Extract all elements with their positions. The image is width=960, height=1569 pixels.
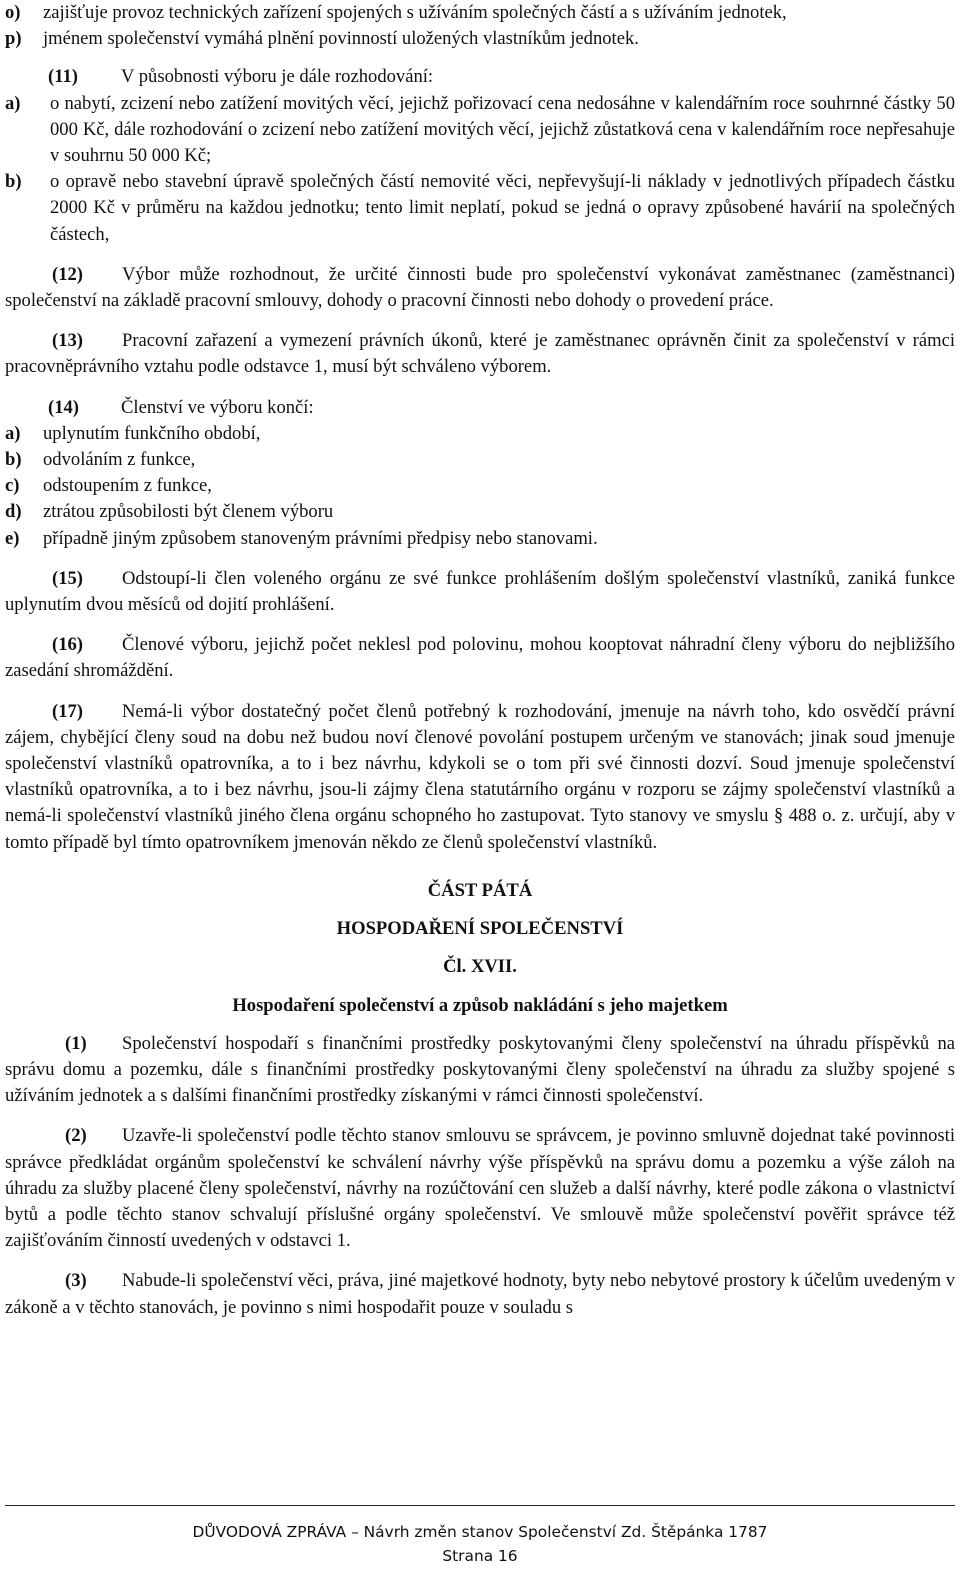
list-text: odstoupením z funkce,	[43, 475, 212, 497]
paragraph-15	[5, 566, 955, 618]
list-label: o)	[5, 2, 21, 23]
list-text: případně jiným způsobem stanoveným právními předpisy nebo stanovami.	[43, 527, 598, 549]
list-item	[5, 91, 955, 170]
list-text: uplynutím funkčního období,	[43, 422, 261, 444]
article-paragraph-3	[5, 1268, 955, 1320]
list-text: odvoláním z funkce,	[43, 449, 196, 471]
article-number: Čl. XVII.	[443, 956, 517, 978]
paragraph-number: (17)	[52, 700, 83, 722]
paragraph-number: (14)	[48, 396, 79, 418]
paragraph-text: Členství ve výboru končí:	[121, 396, 314, 418]
paragraph-number: (12)	[52, 263, 83, 285]
article-title: Hospodaření společenství a způsob nakládání s jeho majetkem	[232, 994, 728, 1016]
paragraph-text: Členové výboru, jejichž počet neklesl pod polovinu, mohou kooptovat náhradní členy výboru do nejbližšího zasedání shromáždění.	[5, 634, 955, 682]
footer-title: DŮVODOVÁ ZPRÁVA – Návrh změn stanov Společenství Zd. Štěpánka 1787	[192, 1523, 768, 1541]
list-text: o nabytí, zcizení nebo zatížení movitých věcí, jejichž pořizovací cena nedosáhne v kalendářním roce souhrnné částky 50 000 Kč, dále rozhodování o zcizení nebo zatížení movitých věcí, jejichž zůstatková cena v kalendářním roce nepřesahuje v souhrnu 50 000 Kč;	[50, 92, 955, 167]
paragraph-16	[5, 632, 955, 684]
list-label: e)	[5, 527, 20, 549]
list-label: b)	[5, 449, 22, 471]
list-item	[5, 447, 955, 473]
paragraph-14	[5, 395, 955, 421]
paragraph-number: (13)	[52, 330, 83, 352]
list-text: jménem společenství vymáhá plnění povinností uložených vlastníkům jednotek.	[43, 28, 639, 50]
paragraph-text: Uzavře-li společenství podle těchto stanov smlouvu se správcem, je povinno smluvně dojednat také povinnosti správce předkládat orgánům společenství ke schválení návrhy výše příspěvků na správu domu a pozemku a výše záloh na úhradu za služby placené členy společenství, návrhy na rozúčtování cen služeb a další návrhy, které podle zákona o vlastnictví bytů a podle těchto stanov schvalují příslušné orgány společenství. Ve smlouvě může společenství pověřit správce též zajišťováním činností uvedených v odstavci 1.	[5, 1125, 955, 1252]
article-paragraph-1	[5, 1031, 955, 1110]
paragraph-text: Pracovní zařazení a vymezení právních úkonů, které je zaměstnanec oprávněn činit za společenství v rámci pracovněprávního vztahu podle odstavce 1, musí být schváleno výborem.	[5, 330, 955, 378]
paragraph-11	[5, 64, 955, 90]
paragraph-number: (3)	[65, 1270, 87, 1292]
paragraph-number: (2)	[65, 1125, 87, 1147]
paragraph-text: Výbor může rozhodnout, že určité činnosti bude pro společenství vykonávat zaměstnanec (zaměstnanci) společenství na základě pracovní smlouvy, dohody o pracovní činnosti nebo dohody o provedení práce.	[5, 263, 955, 312]
paragraph-text: Společenství hospodaří s finančními prostředky poskytovanými členy společenství na úhradu příspěvků na správu domu a pozemku, dále s finančními prostředky poskytovanými členy společenství na úhradu za služby spojené s užíváním jednotek a s dalšími finančními prostředky získanými v rámci činnosti společenství.	[5, 1032, 955, 1107]
list-item	[5, 26, 955, 52]
list-item	[5, 499, 955, 525]
paragraph-number: (15)	[52, 567, 83, 589]
part-title: ČÁST PÁTÁ	[427, 879, 533, 901]
list-label: a)	[5, 422, 21, 444]
list-label: d)	[5, 501, 22, 523]
list-text: ztrátou způsobilosti být členem výboru	[43, 501, 334, 523]
list-label: b)	[5, 171, 22, 193]
list-item	[5, 473, 955, 499]
paragraph-text: Nemá-li výbor dostatečný počet členů potřebný k rozhodování, jmenuje na návrh toho, kdo osvědčí právní zájem, chybějící členy soud na dobu než budou noví členové povolání postupem určeným ve stanovách; jinak soud jmenuje společenství vlastníků opatrovníka, a to i bez návrhu, kdykoli se o tom při své činnosti dozví. Soud jmenuje společenství vlastníků opatrovníka, a to i bez návrhu, jsou-li zájmy člena statutárního orgánu v rozporu se zájmy společenství vlastníků a nemá-li společenství vlastníků jiného člena orgánu schopného ho zastupovat. Tyto stanovy ve smyslu § 488 o. z. určují, aby v tomto případě byl tímto opatrovníkem jmenován někdo ze členů společenství vlastníků.	[5, 700, 955, 853]
paragraph-13	[5, 328, 955, 380]
part-subtitle: HOSPODAŘENÍ SPOLEČENSTVÍ	[336, 918, 624, 940]
paragraph-text: Odstoupí-li člen voleného orgánu ze své funkce prohlášením došlým společenství vlastníků, zaniká funkce uplynutím dvou měsíců od dojití prohlášení.	[5, 567, 955, 616]
list-label: p)	[5, 28, 22, 50]
list-item	[5, 0, 955, 26]
list-text: o opravě nebo stavební úpravě společných částí nemovité věci, nepřevyšují-li náklady v jednotlivých případech částku 2000 Kč v průměru na každou jednotku; tento limit neplatí, pokud se jedná o opravy způsobené havárií na společných částech,	[50, 171, 955, 245]
list-item	[5, 526, 955, 552]
paragraph-number: (16)	[52, 634, 83, 656]
paragraph-12	[5, 262, 955, 314]
list-item	[5, 169, 955, 248]
document-page	[5, 0, 955, 1321]
paragraph-text: V působnosti výboru je dále rozhodování:	[121, 66, 434, 88]
paragraph-number: (11)	[48, 66, 78, 88]
footer-divider	[5, 1505, 955, 1506]
footer-page-number: Strana 16	[442, 1547, 518, 1565]
list-text: zajišťuje provoz technických zařízení spojených s užíváním společných částí a s užíváním jednotek,	[43, 2, 787, 23]
paragraph-text: Nabude-li společenství věci, práva, jiné majetkové hodnoty, byty nebo nebytové prostory k účelům uvedeným v zákoně a v těchto stanovách, je povinno s nimi hospodařit pouze v souladu s	[5, 1270, 955, 1318]
paragraph-number: (1)	[65, 1032, 87, 1054]
list-label: c)	[5, 475, 20, 497]
paragraph-17	[5, 699, 955, 856]
list-label: a)	[5, 92, 21, 114]
article-paragraph-2	[5, 1123, 955, 1254]
list-item	[5, 421, 955, 447]
